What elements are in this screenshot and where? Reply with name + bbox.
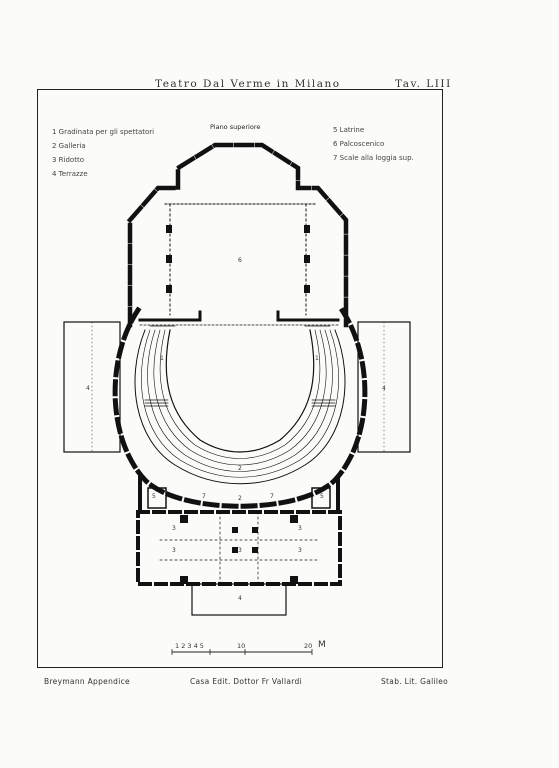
- svg-text:3: 3: [172, 547, 176, 554]
- svg-text:5: 5: [152, 493, 156, 500]
- svg-text:1: 1: [315, 355, 319, 362]
- plate-number: Tav. LIII: [395, 78, 452, 90]
- scale-unit: M: [318, 640, 326, 650]
- legend-item-6: 6 Palcoscenico: [333, 140, 385, 148]
- scale-tick-10: 10: [237, 642, 246, 650]
- legend-item-3: 3 Ridotto: [52, 156, 84, 164]
- auditorium-inner-ring: [166, 330, 314, 452]
- plate-title: Teatro Dal Verme in Milano: [155, 78, 341, 90]
- legend-item-1: 1 Gradinata per gli spettatori: [52, 128, 155, 136]
- legend-item-2: 2 Galleria: [52, 142, 86, 150]
- svg-text:3: 3: [298, 547, 302, 554]
- legend-item-4: 4 Terrazze: [52, 170, 88, 178]
- legend-item-7: 7 Scale alla loggia sup.: [333, 154, 414, 162]
- svg-text:4: 4: [238, 595, 242, 602]
- footer-center: Casa Edit. Dottor Fr Vallardi: [190, 677, 302, 686]
- legend-item-5: 5 Latrine: [333, 126, 365, 134]
- svg-text:3: 3: [172, 525, 176, 532]
- svg-text:2: 2: [238, 465, 242, 472]
- svg-text:2: 2: [238, 495, 242, 502]
- plan-subtitle: Piano superiore: [210, 123, 261, 131]
- footer-right: Stab. Lit. Galileo: [381, 677, 449, 686]
- svg-text:4: 4: [382, 385, 386, 392]
- svg-text:1: 1: [160, 355, 164, 362]
- svg-text:4: 4: [86, 385, 90, 392]
- svg-text:3: 3: [238, 547, 242, 554]
- footer-left: Breymann Appendice: [44, 677, 130, 686]
- svg-text:6: 6: [238, 257, 242, 264]
- scale-tick-20: 20: [304, 642, 313, 650]
- outer-horseshoe-wall: [115, 310, 365, 506]
- stage-outline: [130, 145, 346, 325]
- svg-text:5: 5: [320, 493, 324, 500]
- svg-text:3: 3: [298, 525, 302, 532]
- svg-text:7: 7: [270, 493, 274, 500]
- scale-ticks-small: 1 2 3 4 5: [175, 642, 204, 650]
- svg-text:7: 7: [202, 493, 206, 500]
